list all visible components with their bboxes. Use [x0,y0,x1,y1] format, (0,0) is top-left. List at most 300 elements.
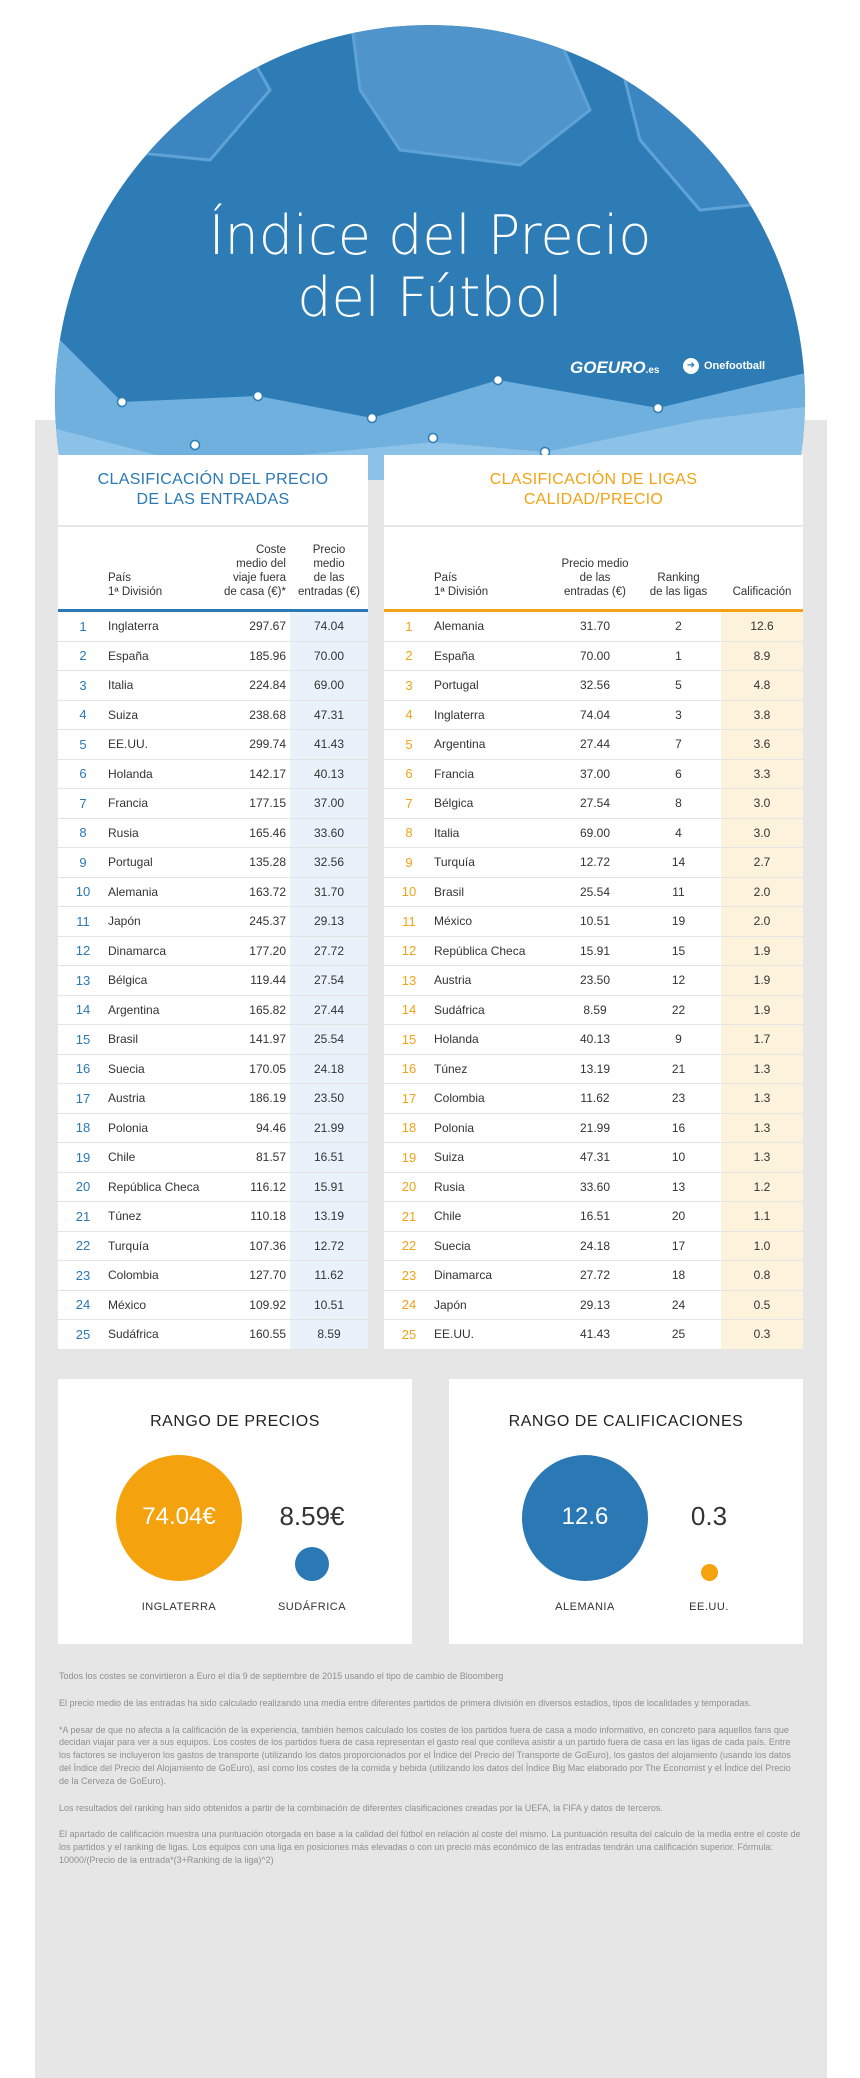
score-cell: 3.3 [721,760,803,789]
away-cost-cell: 142.17 [249,766,286,781]
country-cell: México [108,1297,147,1312]
away-cost-header: Coste medio del viaje fuera de casa (€)* [223,544,286,598]
table-row [58,996,368,1026]
country-cell: Sudáfrica [108,1327,159,1342]
ticket-price-cell: 74.04 [579,707,611,722]
table-row [384,671,803,701]
away-cost-cell: 177.15 [249,796,286,811]
rank-cell: 24 [401,1297,417,1313]
away-cost-cell: 127.70 [249,1268,286,1283]
score-cell: 2.0 [721,907,803,936]
country-cell: Holanda [108,766,153,781]
onefootball-logo-text: Onefootball [704,360,766,372]
ticket-price-cell: 33.60 [290,819,368,848]
left-table-body [58,612,368,1350]
table-row [58,612,368,642]
score-cell: 1.9 [721,937,803,966]
rank-cell: 23 [401,1267,417,1283]
rank-cell: 5 [79,736,87,752]
ticket-price-cell: 27.54 [290,966,368,995]
right-table-title-line-2: CALIDAD/PRECIO [523,491,664,508]
ticket-price-cell: 33.60 [579,1179,611,1194]
league-rank-cell: 5 [675,678,682,693]
ticket-price-cell: 27.54 [579,796,611,811]
score-cell: 1.3 [721,1084,803,1113]
league-rank-cell: 18 [671,1268,686,1283]
rank-cell: 5 [405,736,413,752]
rank-cell: 1 [79,618,87,634]
rank-cell: 17 [401,1090,417,1106]
rank-cell: 24 [75,1297,91,1313]
country-cell: Suecia [108,1061,145,1076]
country-cell: España [108,648,149,663]
away-cost-cell: 94.46 [255,1120,286,1135]
score-cell: 3.8 [721,701,803,730]
ticket-price-cell: 25.54 [579,884,611,899]
score-cell: 1.3 [721,1114,803,1143]
country-cell: Argentina [434,737,486,752]
league-rank-cell: 15 [671,943,686,958]
ticket-price-cell: 27.72 [579,1268,611,1283]
away-cost-cell: 81.57 [255,1150,286,1165]
away-cost-cell: 185.96 [249,648,286,663]
ticket-price-cell: 27.72 [290,937,368,966]
ticket-price-cell: 31.70 [290,878,368,907]
country-cell: Rusia [108,825,139,840]
table-row [58,1320,368,1350]
rank-cell: 9 [79,854,87,870]
league-rank-header: Ranking de las ligas [649,572,708,598]
title-line-2: del Fútbol [297,266,563,329]
away-cost-cell: 107.36 [249,1238,286,1253]
rank-cell: 3 [405,677,413,693]
score-min-value: 0.3 [690,1501,728,1531]
table-row [58,848,368,878]
score-max-label: ALEMANIA [555,1601,615,1613]
ticket-price-cell: 23.50 [290,1084,368,1113]
rank-cell: 11 [402,913,416,929]
goeuro-logo-text: GOEURO [570,358,646,377]
league-rank-cell: 8 [675,796,682,811]
away-cost-cell: 141.97 [249,1032,286,1047]
country-cell: EE.UU. [108,737,149,752]
league-rank-cell: 3 [675,707,682,722]
rank-cell: 19 [75,1149,91,1165]
country-cell: Japón [108,914,141,929]
country-cell: Suiza [108,707,139,722]
rank-cell: 10 [401,884,417,900]
table-row [384,1320,803,1350]
ticket-price-cell: 31.70 [579,619,611,634]
league-rank-cell: 4 [675,825,682,840]
table-row [58,819,368,849]
table-row [384,1202,803,1232]
footnote: El apartado de calificación muestra una puntuación otorgada en base a la calidad del fútbol en relación al coste del mismo. La puntuación resulta del calculo de la media entre el coste de los partidos y el ranking de ligas. Los equipos con una liga en posiciones más elevadas o con un precio más económico de las entradas tendrán una calificación superior. Fórmula: 10000/(Precio de la entrada*(3+Ranking de la liga)^2) [59,1829,801,1865]
ticket-price-cell: 70.00 [290,642,368,671]
rank-cell: 21 [75,1208,91,1224]
league-rank-cell: 21 [671,1061,686,1076]
rank-cell: 25 [75,1326,91,1342]
away-cost-cell: 109.92 [249,1297,286,1312]
table-row [384,819,803,849]
away-cost-cell: 119.44 [250,973,286,988]
rank-header [384,527,434,609]
table-row [384,907,803,937]
table-row [58,907,368,937]
country-cell: Colombia [434,1091,485,1106]
rank-cell: 6 [405,766,413,782]
rank-cell: 22 [401,1238,417,1254]
away-cost-cell: 160.55 [249,1327,286,1342]
onefootball-icon: ➜ [683,358,699,374]
rank-cell: 18 [75,1120,91,1136]
country-cell: Turquía [434,855,475,870]
ticket-price-cell: 11.62 [290,1261,368,1290]
ticket-price-cell: 74.04 [290,612,368,641]
score-cell: 1.9 [721,996,803,1025]
footnote: *A pesar de que no afecta a la calificación de la experiencia, también hemos calculado los costes de los partidos fuera de casa a modo informativo, en concreto para aquellos fans que decidan viajar para ver a sus equipos. Los costes de los partidos fuera de casa representan el gasto real que conlleva asistir a un partido fuera de casa en las ligas de cada país. Entre los factores se incluyeron los gastos de transporte (utilizando los datos proporcionados por el Índice del Precio del Transporte de GoEuro), los gastos del alojamiento (usando los datos del Índice del Precio del Alojamiento de GoEuro), así como los costes de la comida y bebida (utilizando los datos del Índice Big Mac elaborado por The Economist y el Índice del Precio de la Cerveza de GoEuro). [59,1724,791,1786]
ticket-price-cell: 69.00 [579,825,611,840]
header-ball [0,0,860,480]
ticket-price-cell: 12.72 [579,855,611,870]
league-rank-cell: 22 [671,1002,686,1017]
rank-cell: 6 [79,766,87,782]
ticket-price-header: Precio medio de las entradas (€) [561,558,629,598]
table-row [58,1202,368,1232]
league-rank-cell: 10 [671,1150,686,1165]
rank-cell: 10 [75,884,91,900]
ticket-price-cell: 47.31 [290,701,368,730]
ticket-price-cell: 27.44 [579,737,611,752]
table-row [384,760,803,790]
score-cell: 1.0 [721,1232,803,1261]
rank-header [58,527,108,609]
rank-cell: 11 [76,913,90,929]
score-cell: 8.9 [721,642,803,671]
country-cell: Inglaterra [434,707,485,722]
league-rank-cell: 13 [671,1179,686,1194]
league-rank-cell: 25 [671,1327,686,1342]
ticket-price-cell: 47.31 [579,1150,611,1165]
league-rank-cell: 12 [671,973,686,988]
country-cell: EE.UU. [434,1327,475,1342]
score-cell: 1.7 [721,1025,803,1054]
league-rank-cell: 9 [675,1032,682,1047]
rank-cell: 7 [79,795,87,811]
rank-cell: 2 [79,648,87,664]
page-title [0,205,860,329]
table-row [58,1025,368,1055]
country-cell: Austria [434,973,472,988]
ticket-price-cell: 15.91 [290,1173,368,1202]
ticket-price-cell: 32.56 [290,848,368,877]
footnote: Todos los costes se convirtieron a Euro el día 9 de septiembre de 2015 usando el tipo de cambio de Bloomberg [59,1671,504,1681]
table-row [384,1173,803,1203]
rank-cell: 15 [401,1031,417,1047]
score-cell: 1.9 [721,966,803,995]
country-cell: Italia [108,678,134,693]
table-row [58,730,368,760]
rank-cell: 25 [401,1326,417,1342]
ticket-price-cell: 40.13 [579,1032,611,1047]
rank-cell: 12 [401,943,417,959]
title-line-1: Índice del Precio [208,204,652,267]
price-min-value: 8.59€ [279,1501,345,1531]
left-table-header [58,527,368,612]
country-cell: Brasil [108,1032,139,1047]
ticket-price-cell: 13.19 [579,1061,611,1076]
rank-cell: 9 [405,854,413,870]
league-rank-cell: 2 [675,619,682,634]
country-cell: Bélgica [108,973,148,988]
score-cell: 0.5 [721,1291,803,1320]
ticket-price-cell: 24.18 [579,1238,611,1253]
score-cell: 3.6 [721,730,803,759]
ticket-price-header: Precio medio de las entradas (€) [297,544,360,598]
country-header: País 1ª División [108,572,163,598]
table-row [58,1114,368,1144]
score-cell: 12.6 [721,612,803,641]
country-cell: Túnez [434,1061,468,1076]
away-cost-cell: 177.20 [249,943,286,958]
table-row [58,1261,368,1291]
rank-cell: 13 [401,972,417,988]
rank-cell: 21 [401,1208,417,1224]
ticket-price-cell: 37.00 [579,766,611,781]
ticket-price-ranking-table [58,455,368,1350]
table-row [58,789,368,819]
country-cell: Bélgica [434,796,474,811]
league-rank-cell: 11 [672,884,685,899]
country-cell: Italia [434,825,460,840]
score-cell: 1.3 [721,1143,803,1172]
score-max-value: 12.6 [561,1503,609,1530]
right-table-body [384,612,803,1350]
table-row [384,966,803,996]
table-row [58,937,368,967]
country-cell: Portugal [434,678,479,693]
ticket-price-cell: 16.51 [579,1209,611,1224]
goeuro-logo-suffix: .es [645,365,660,376]
table-row [384,1143,803,1173]
rank-cell: 22 [75,1238,91,1254]
table-row [384,730,803,760]
table-row [58,642,368,672]
rank-cell: 7 [405,795,413,811]
country-cell: Francia [108,796,149,811]
rank-cell: 17 [75,1090,91,1106]
ticket-price-cell: 16.51 [290,1143,368,1172]
price-range-title: RANGO DE PRECIOS [150,1413,320,1430]
score-range-title: RANGO DE CALIFICACIONES [508,1413,744,1430]
ticket-price-cell: 15.91 [579,943,611,958]
country-cell: República Checa [434,943,526,958]
table-row [384,612,803,642]
league-rank-cell: 24 [671,1297,686,1312]
league-rank-cell: 23 [671,1091,686,1106]
country-cell: Argentina [108,1002,160,1017]
rank-cell: 3 [79,677,87,693]
table-row [384,1232,803,1262]
league-rank-cell: 14 [671,855,686,870]
country-cell: Alemania [108,884,159,899]
left-table-title [58,455,368,525]
ticket-price-cell: 40.13 [290,760,368,789]
ticket-price-cell: 12.72 [290,1232,368,1261]
ticket-price-cell: 41.43 [290,730,368,759]
ticket-price-cell: 29.13 [290,907,368,936]
away-cost-cell: 297.67 [249,619,286,634]
price-min-circle [295,1547,329,1581]
left-table-title-line-1: CLASIFICACIÓN DEL PRECIO [97,471,329,488]
country-cell: Inglaterra [108,619,159,634]
table-row [58,701,368,731]
table-row [384,1291,803,1321]
right-table-title [384,455,803,525]
rank-cell: 14 [75,1002,91,1018]
country-cell: España [434,648,475,663]
score-header: Calificación [732,586,792,598]
ticket-price-cell: 37.00 [290,789,368,818]
away-cost-cell: 110.18 [250,1209,286,1224]
ticket-price-cell: 70.00 [579,648,611,663]
table-row [58,1055,368,1085]
rank-cell: 19 [401,1149,417,1165]
country-cell: Alemania [434,619,485,634]
country-cell: Sudáfrica [434,1002,485,1017]
table-row [384,878,803,908]
ticket-price-cell: 10.51 [579,914,611,929]
score-min-label: EE.UU. [689,1601,729,1613]
country-cell: México [434,914,473,929]
table-row [58,760,368,790]
rank-cell: 13 [75,972,91,988]
country-cell: Portugal [108,855,153,870]
ticket-price-cell: 13.19 [290,1202,368,1231]
country-cell: Polonia [434,1120,475,1135]
score-cell: 1.1 [721,1202,803,1231]
country-cell: Francia [434,766,475,781]
table-row [384,1055,803,1085]
country-cell: Túnez [108,1209,142,1224]
table-row [58,1084,368,1114]
league-rank-cell: 17 [671,1238,686,1253]
rank-cell: 15 [75,1031,91,1047]
league-rank-cell: 16 [671,1120,686,1135]
rank-cell: 4 [405,707,413,723]
ticket-price-cell: 23.50 [579,973,611,988]
country-cell: Dinamarca [434,1268,493,1283]
ticket-price-cell: 10.51 [290,1291,368,1320]
footnotes [59,1670,803,1881]
table-row [58,671,368,701]
ticket-price-cell: 24.18 [290,1055,368,1084]
away-cost-cell: 165.82 [249,1002,286,1017]
away-cost-cell: 238.68 [249,707,286,722]
away-cost-cell: 170.05 [249,1061,286,1076]
country-cell: Polonia [108,1120,149,1135]
score-range-card [449,1379,803,1644]
league-rank-cell: 7 [675,737,682,752]
away-cost-cell: 116.12 [250,1179,286,1194]
country-cell: República Checa [108,1179,200,1194]
table-row [58,1173,368,1203]
rank-cell: 8 [405,825,413,841]
ticket-price-cell: 69.00 [290,671,368,700]
ticket-price-cell: 8.59 [583,1002,607,1017]
rank-cell: 23 [75,1267,91,1283]
rank-cell: 16 [75,1061,91,1077]
away-cost-cell: 135.28 [249,855,286,870]
away-cost-cell: 186.19 [249,1091,286,1106]
ticket-price-cell: 41.43 [579,1327,611,1342]
score-cell: 3.0 [721,789,803,818]
table-row [58,1291,368,1321]
rank-cell: 16 [401,1061,417,1077]
table-row [58,1143,368,1173]
quality-price-ranking-table [384,455,803,1350]
country-cell: Austria [108,1091,146,1106]
country-cell: Chile [434,1209,462,1224]
table-row [384,1025,803,1055]
ticket-price-cell: 27.44 [290,996,368,1025]
price-max-value: 74.04€ [142,1503,216,1530]
right-table-title-line-1: CLASIFICACIÓN DE LIGAS [489,471,698,488]
country-cell: Dinamarca [108,943,167,958]
score-cell: 2.7 [721,848,803,877]
right-table-header [384,527,803,612]
league-rank-cell: 1 [675,648,682,663]
league-rank-cell: 6 [675,766,682,781]
away-cost-cell: 245.37 [249,914,286,929]
score-min-circle [701,1564,718,1581]
table-row [58,1232,368,1262]
ticket-price-cell: 29.13 [579,1297,611,1312]
table-row [384,1114,803,1144]
price-range-card [58,1379,412,1644]
ticket-price-cell: 21.99 [579,1120,611,1135]
country-cell: Suiza [434,1150,465,1165]
table-row [384,1084,803,1114]
country-cell: Turquía [108,1238,149,1253]
score-cell: 4.8 [721,671,803,700]
rank-cell: 8 [79,825,87,841]
goeuro-logo [570,358,659,378]
league-rank-cell: 19 [671,914,686,929]
table-row [384,701,803,731]
table-row [384,848,803,878]
away-cost-cell: 224.84 [249,678,286,693]
table-row [384,937,803,967]
away-cost-cell: 165.46 [249,825,286,840]
country-cell: Colombia [108,1268,159,1283]
rank-cell: 1 [405,618,413,634]
price-max-label: INGLATERRA [141,1601,217,1613]
rank-cell: 20 [401,1179,417,1195]
country-cell: Holanda [434,1032,479,1047]
ticket-price-cell: 21.99 [290,1114,368,1143]
table-row [58,878,368,908]
score-cell: 0.8 [721,1261,803,1290]
away-cost-cell: 299.74 [249,737,286,752]
footnote: El precio medio de las entradas ha sido calculado realizando una media entre diferentes partidos de primera división en diversos estadios, tipos de localidades y temporadas. [59,1697,752,1708]
away-cost-cell: 163.72 [249,884,286,899]
country-cell: Rusia [434,1179,465,1194]
ticket-price-cell: 11.62 [580,1091,610,1106]
rank-cell: 12 [75,943,91,959]
score-cell: 1.2 [721,1173,803,1202]
table-row [384,642,803,672]
